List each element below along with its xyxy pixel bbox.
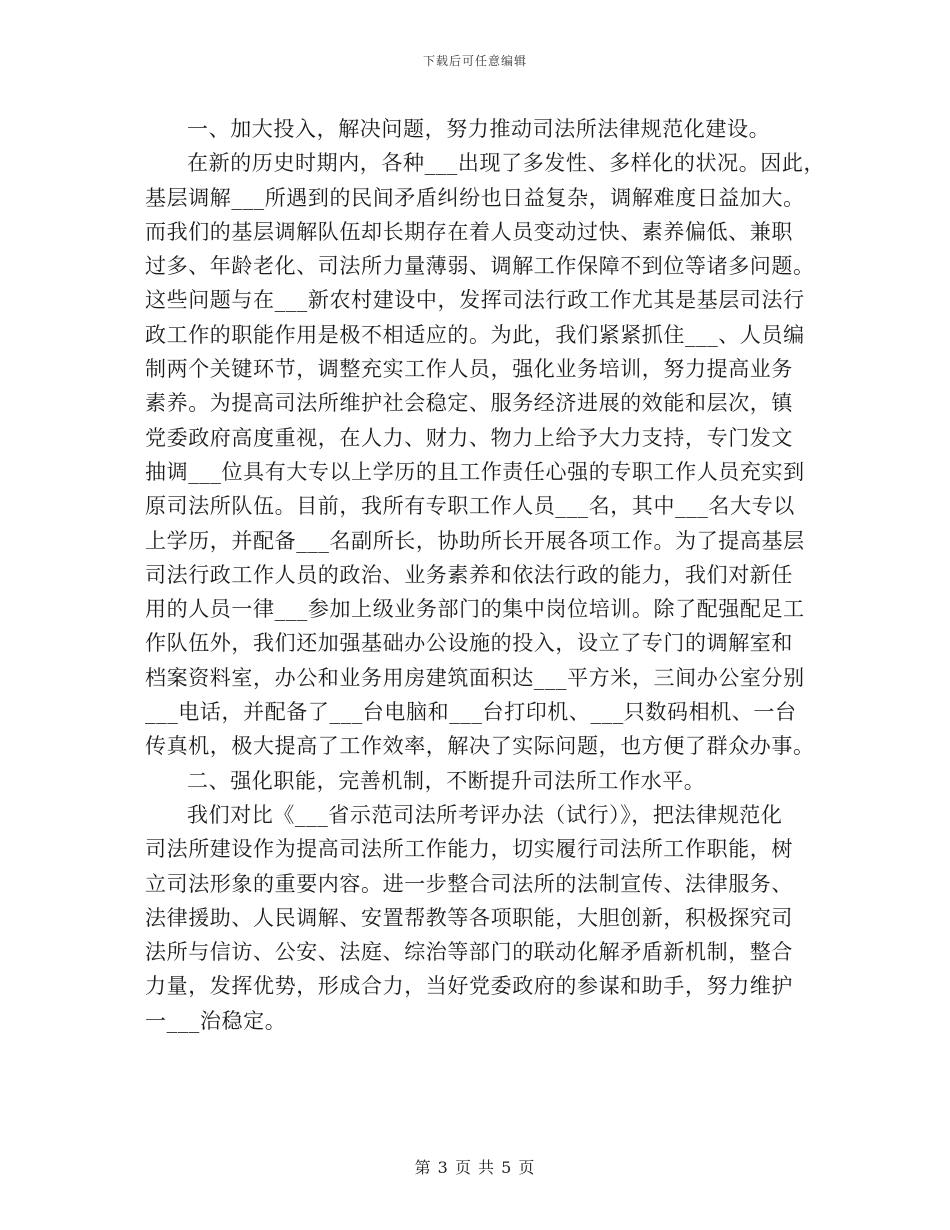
paragraph-line: 上学历，并配备___名副所长，协助所长开展各项工作。为了提高基层 — [145, 528, 805, 553]
body-text — [145, 112, 826, 1038]
paragraph-line: 司法行政工作人员的政治、业务素养和依法行政的能力，我们对新任 — [145, 562, 793, 587]
page-number: 第 3 页 共 5 页 — [414, 1158, 536, 1177]
paragraph-line: 素养。为提高司法所维护社会稳定、服务经济进展的效能和层次，镇 — [145, 391, 793, 416]
paragraph-line: 法律援助、人民调解、安置帮教等各项职能，大胆创新，积极探究司 — [145, 905, 793, 930]
paragraph-line: 原司法所队伍。目前，我所有专职工作人员___名，其中___名大专以 — [145, 494, 795, 519]
paragraph-line: ___电话，并配备了___台电脑和___台打印机、___只数码相机、一台 — [145, 700, 797, 725]
paragraph-line: 而我们的基层调解队伍却长期存在着人员变动过快、素养偏低、兼职 — [145, 219, 793, 244]
paragraph-line: 档案资料室，办公和业务用房建筑面积达___平方米，三间办公室分别 — [145, 665, 805, 690]
paragraph-line: 基层调解___所遇到的民间矛盾纠纷也日益复杂，调解难度日益加大。 — [145, 185, 805, 210]
paragraph-line: 在新的历史时期内，各种___出现了多发性、多样化的状况。因此， — [187, 151, 826, 176]
paragraph-line: 党委政府高度重视，在人力、财力、物力上给予大力支持，专门发文 — [145, 425, 793, 450]
paragraph-line: 政工作的职能作用是极不相适应的。为此，我们紧紧抓住___、人员编 — [145, 322, 805, 347]
paragraph-line: 抽调___位具有大专以上学历的且工作责任心强的专职工作人员充实到 — [145, 459, 805, 484]
section-heading-1: 一、加大投入，解决问题，努力推动司法所法律规范化建设。 — [187, 117, 771, 141]
paragraph-line: 传真机，极大提高了工作效率，解决了实际问题，也方便了群众办事。 — [145, 734, 815, 759]
paragraph-line: 过多、年龄老化、司法所力量薄弱、调解工作保障不到位等诸多问题。 — [145, 254, 815, 279]
paragraph-line: 我们对比《___省示范司法所考评办法（试行）》，把法律规范化 — [187, 802, 783, 827]
paragraph-line: 制两个关键环节，调整充实工作人员，强化业务培训，努力提高业务 — [145, 357, 793, 382]
paragraph-line: 作队伍外，我们还加强基础办公设施的投入，设立了专门的调解室和 — [145, 631, 793, 656]
section-heading-2: 二、强化职能，完善机制，不断提升司法所工作水平。 — [187, 768, 706, 793]
paragraph-line: 这些问题与在___新农村建设中，发挥司法行政工作尤其是基层司法行 — [145, 288, 805, 313]
paragraph-line: 司法所建设作为提高司法所工作能力，切实履行司法所工作职能，树 — [145, 837, 793, 862]
paragraph-line: 用的人员一律___参加上级业务部门的集中岗位培训。除了配强配足工 — [145, 597, 805, 622]
paragraph-line: 立司法形象的重要内容。进一步整合司法所的法制宣传、法律服务、 — [145, 871, 793, 896]
paragraph-line: 一___治稳定。 — [145, 1008, 287, 1033]
paragraph-line: 法所与信访、公安、法庭、综治等部门的联动化解矛盾新机制，整合 — [145, 940, 793, 965]
paragraph-line: 力量，发挥优势，形成合力，当好党委政府的参谋和助手，努力维护 — [145, 974, 793, 999]
header-note: 下载后可任意编辑 — [422, 54, 527, 68]
